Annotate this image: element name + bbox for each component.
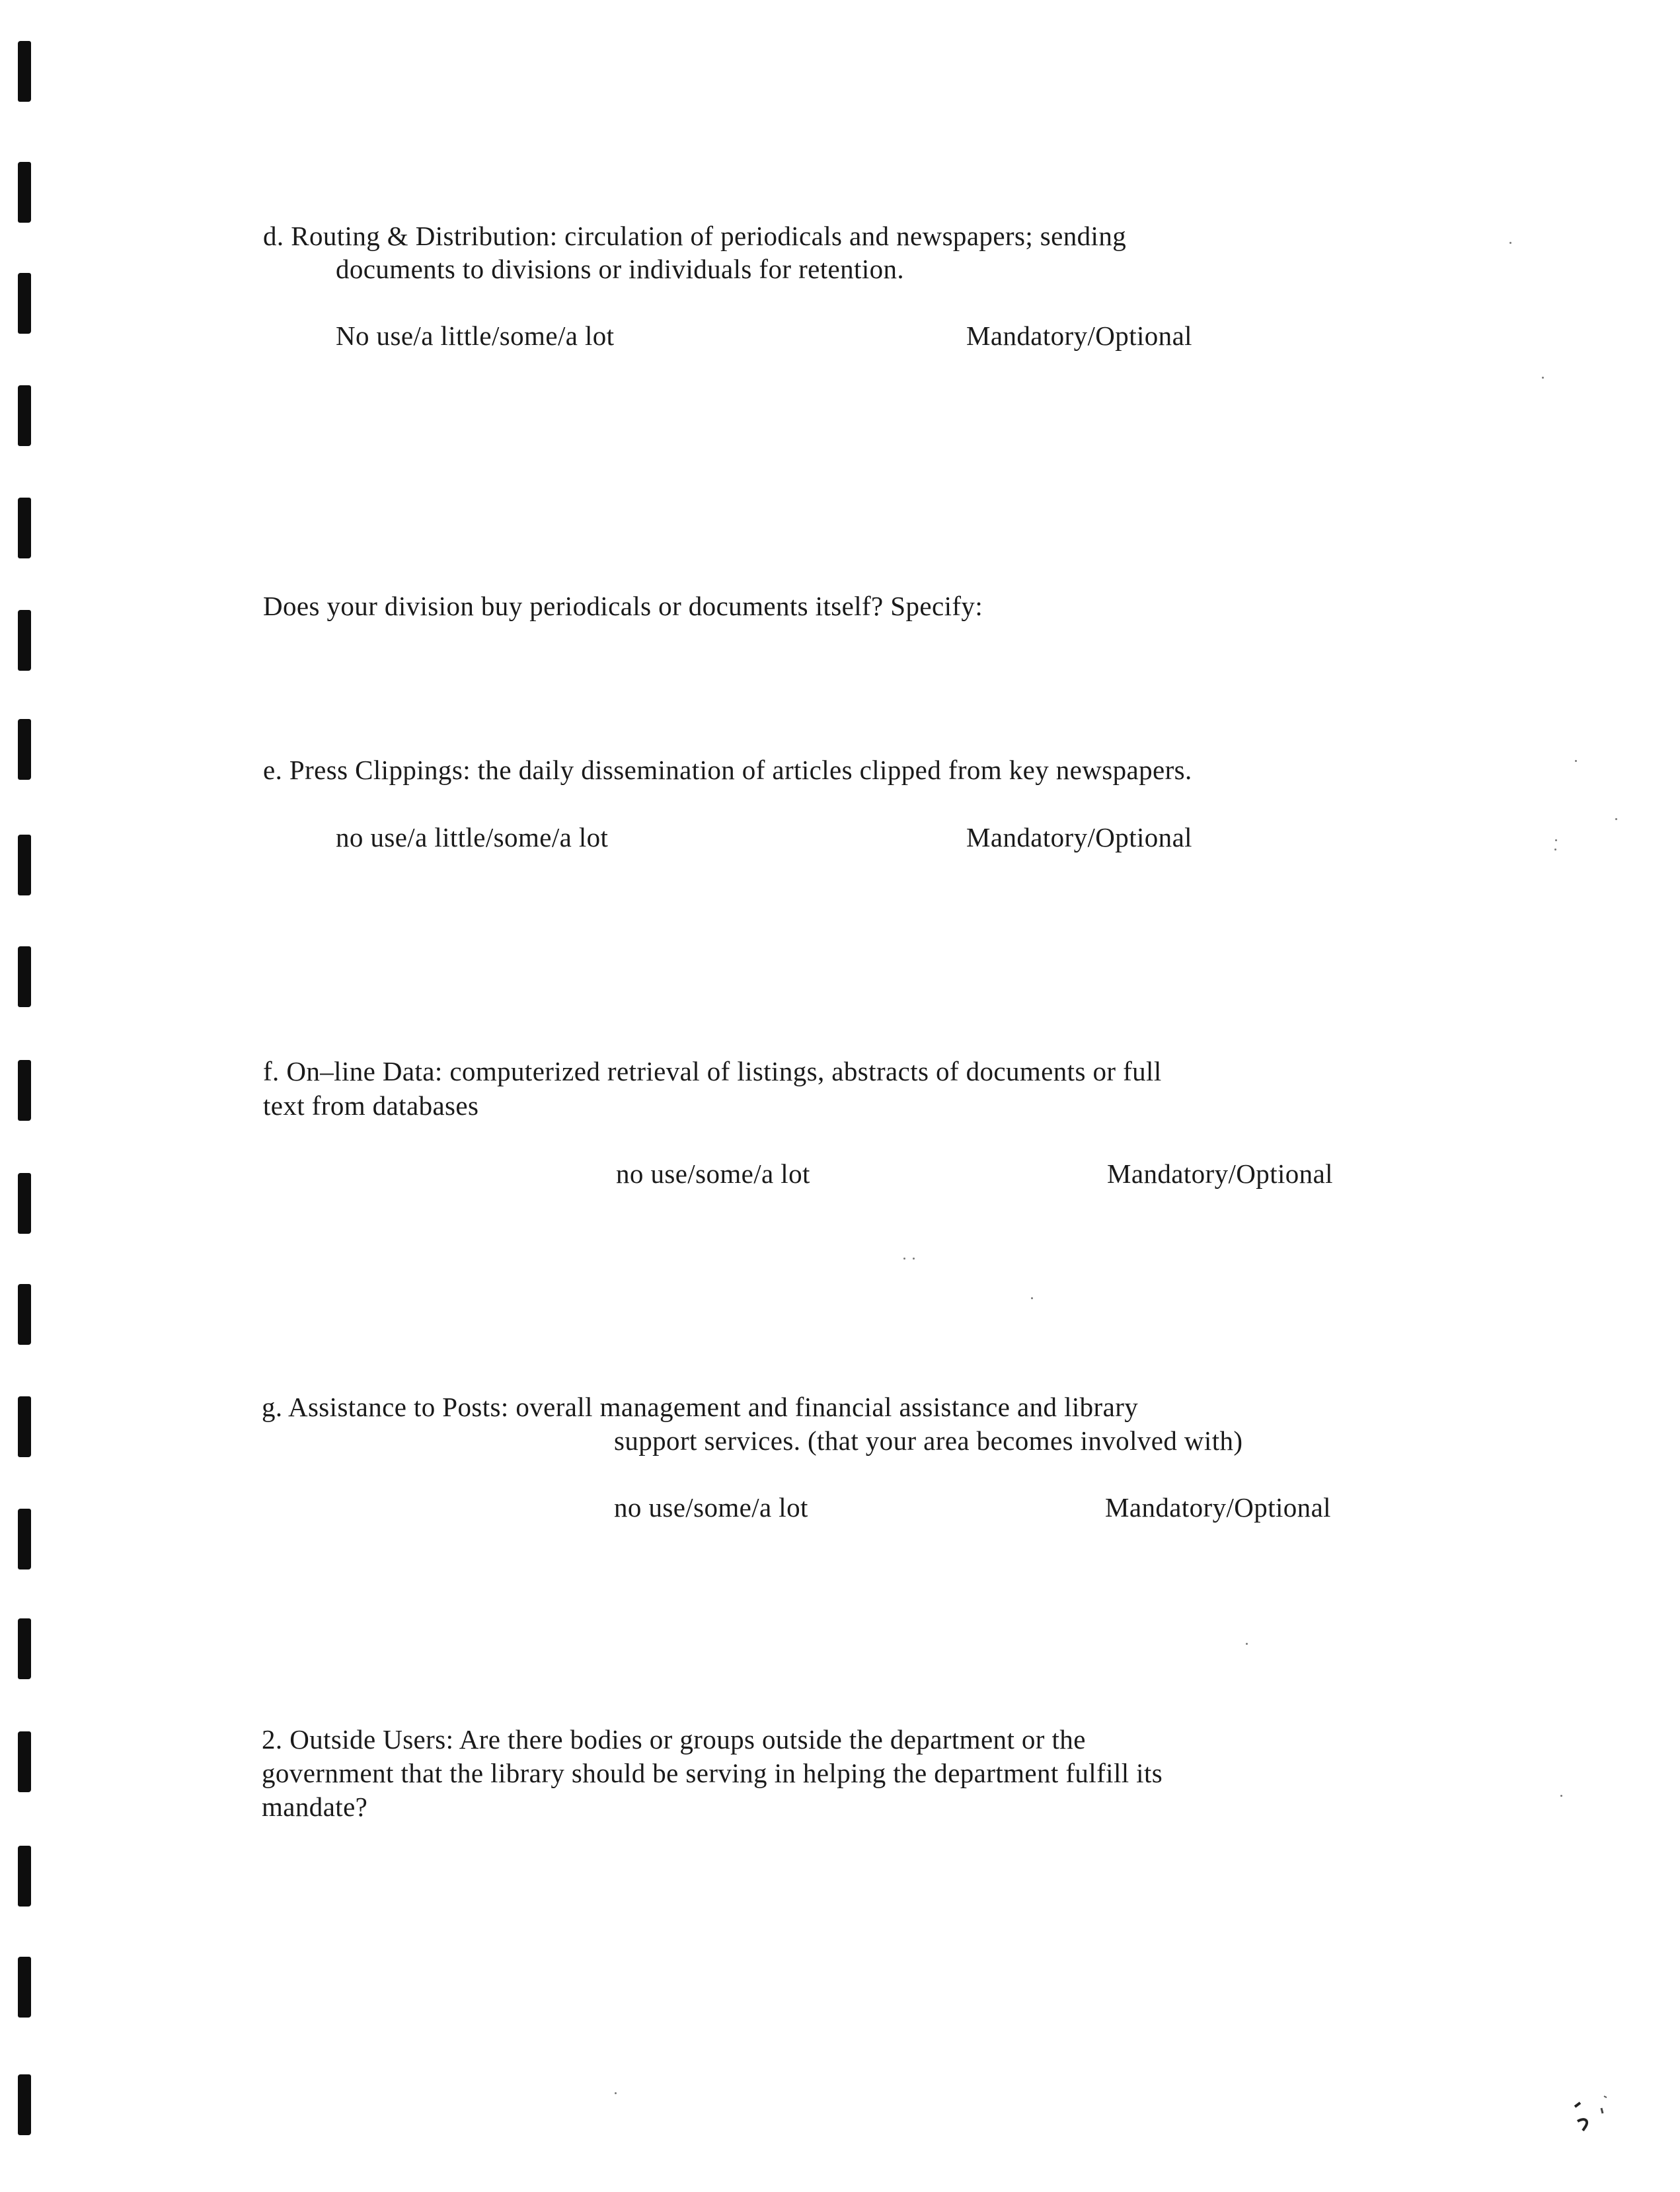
binding-mark [18, 498, 31, 558]
item-e-requirement: Mandatory/Optional [966, 822, 1192, 852]
scan-speck [1554, 849, 1556, 850]
binding-mark [18, 1060, 31, 1121]
item-f-requirement: Mandatory/Optional [1107, 1158, 1333, 1189]
scan-speck [1509, 242, 1511, 244]
scan-speck [1542, 377, 1544, 379]
binding-mark [18, 41, 31, 102]
scan-speck [1615, 818, 1617, 820]
binding-mark [18, 1618, 31, 1679]
scan-speck [1555, 839, 1557, 841]
binding-mark [18, 1173, 31, 1234]
binding-holes [0, 0, 53, 2192]
question-2-line1: 2. Outside Users: Are there bodies or groups outside the department or the [262, 1724, 1086, 1755]
item-f-line2: text from databases [263, 1090, 479, 1121]
binding-mark [18, 1731, 31, 1792]
item-d-requirement: Mandatory/Optional [966, 321, 1192, 351]
item-f-line1: f. On–line Data: computerized retrieval of listings, abstracts of documents or full [263, 1056, 1162, 1086]
binding-mark [18, 719, 31, 780]
item-d-usage-scale: No use/a little/some/a lot [336, 321, 615, 351]
scan-speck [913, 1258, 915, 1260]
item-g-usage-scale: no use/some/a lot [614, 1492, 808, 1523]
followup-question: Does your division buy periodicals or documents itself? Specify: [263, 591, 983, 621]
binding-mark [18, 1396, 31, 1457]
binding-mark [18, 946, 31, 1007]
item-g-line2: support services. (that your area becomes involved with) [614, 1425, 1243, 1456]
question-2-line3: mandate? [262, 1792, 368, 1822]
binding-mark [18, 2074, 31, 2135]
item-d-line2: documents to divisions or individuals for retention. [336, 254, 905, 284]
binding-mark [18, 385, 31, 446]
page-corner-mark [1570, 2088, 1616, 2141]
item-e-line1: e. Press Clippings: the daily dissemination of articles clipped from key newspapers. [263, 755, 1192, 785]
binding-mark [18, 1509, 31, 1569]
binding-mark [18, 1957, 31, 2018]
item-d-line1: d. Routing & Distribution: circulation of periodicals and newspapers; sending [263, 221, 1127, 251]
item-g-requirement: Mandatory/Optional [1105, 1492, 1331, 1523]
binding-mark [18, 1284, 31, 1345]
binding-mark [18, 162, 31, 223]
scan-speck [615, 2092, 617, 2094]
item-e-usage-scale: no use/a little/some/a lot [336, 822, 609, 852]
question-2-line2: government that the library should be serving in helping the department fulfill its [262, 1758, 1163, 1788]
binding-mark [18, 1846, 31, 1907]
scan-speck [1031, 1297, 1033, 1299]
scan-speck [1246, 1643, 1248, 1645]
item-f-usage-scale: no use/some/a lot [616, 1158, 810, 1189]
scan-speck [1575, 760, 1577, 762]
binding-mark [18, 610, 31, 671]
item-g-line1: g. Assistance to Posts: overall management and financial assistance and library [262, 1392, 1139, 1422]
binding-mark [18, 273, 31, 334]
scan-speck [1560, 1795, 1562, 1797]
scan-speck [903, 1258, 905, 1260]
binding-mark [18, 835, 31, 895]
